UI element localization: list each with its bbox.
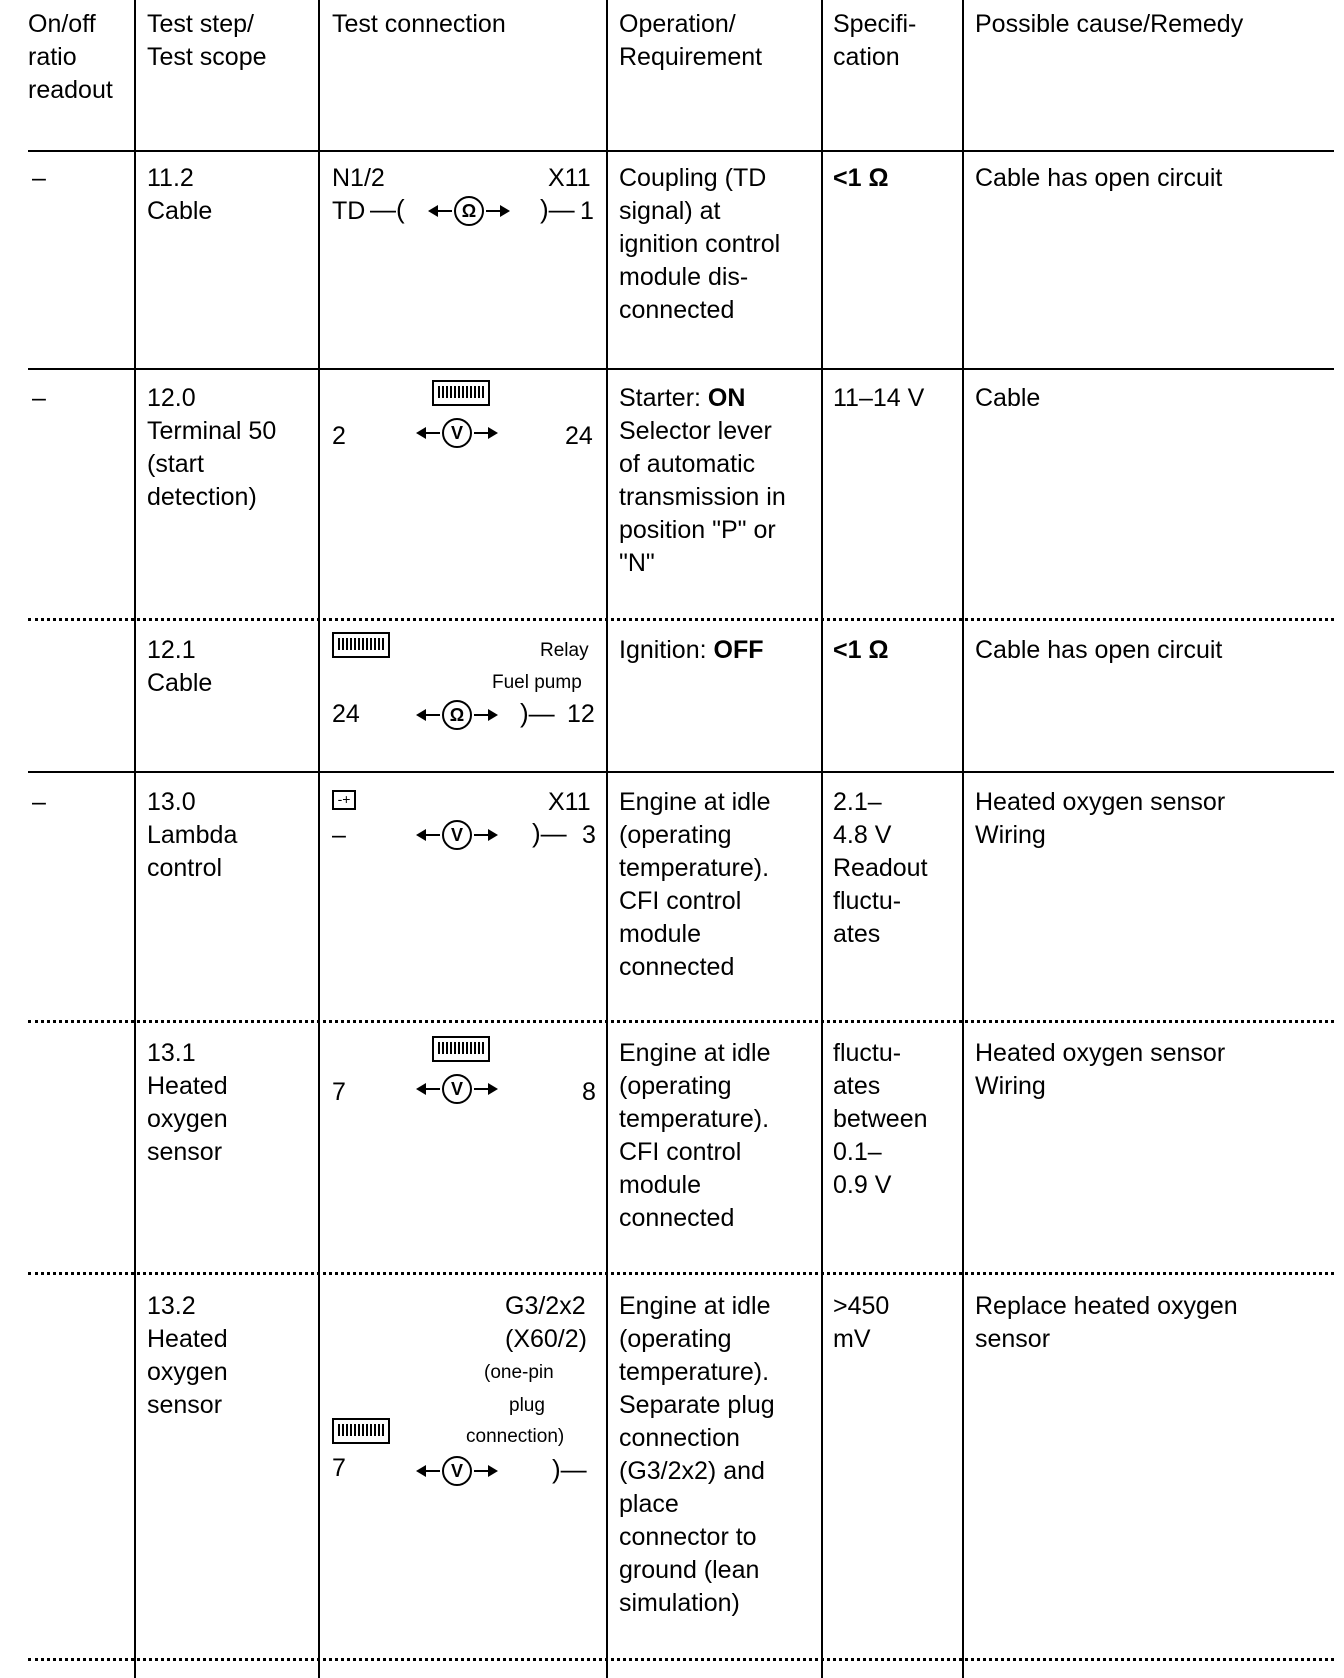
column-divider bbox=[318, 0, 320, 1678]
row-rule-dotted bbox=[28, 618, 1334, 621]
test-step: 13.1 Heated oxygen sensor bbox=[147, 1039, 228, 1166]
header-test-connection: Test connection bbox=[332, 10, 506, 38]
conn-label: 12 bbox=[567, 700, 595, 728]
plug-connector-icon: )— bbox=[532, 818, 567, 848]
column-divider bbox=[821, 0, 823, 1678]
conn-label: 7 bbox=[332, 1078, 346, 1106]
conn-label: N1/2 bbox=[332, 164, 385, 192]
conn-label: 8 bbox=[582, 1078, 596, 1106]
plug-connector-icon: )— bbox=[540, 194, 575, 224]
specification: <1 Ω bbox=[833, 636, 889, 664]
operation-prefix: Ignition: OFF bbox=[619, 636, 764, 664]
test-step: 12.1 Cable bbox=[147, 636, 213, 697]
operation: Engine at idle (operating temperature). CFI control module connected bbox=[619, 1039, 771, 1232]
operation: Selector lever of automatic transmission in position "P" or "N" bbox=[619, 417, 786, 577]
conn-label: Fuel pump bbox=[492, 672, 582, 693]
row-rule-dotted bbox=[28, 1020, 1334, 1023]
row-rule-dotted bbox=[28, 1272, 1334, 1275]
row-rule bbox=[28, 368, 1334, 370]
column-divider bbox=[134, 0, 136, 1678]
operation: Engine at idle (operating temperature). Separate plug connection (G3/2x2) and place connector to ground (lean simulation) bbox=[619, 1292, 775, 1617]
row-rule-dotted bbox=[28, 1658, 1334, 1661]
remedy: Cable bbox=[975, 384, 1041, 412]
header-operation: Operation/ Requirement bbox=[619, 10, 763, 71]
meter-icon: Ω bbox=[430, 196, 508, 226]
plug-connector-icon: )— bbox=[552, 1454, 587, 1484]
row-rule bbox=[28, 771, 1334, 773]
conn-label: X11 bbox=[548, 788, 591, 816]
conn-label: plug bbox=[509, 1395, 545, 1416]
meter-icon: V bbox=[418, 820, 496, 850]
tester-icon bbox=[332, 1418, 390, 1444]
plug-connector-icon: )— bbox=[520, 698, 555, 728]
test-step: 13.0 Lambda control bbox=[147, 788, 238, 882]
operation-prefix: Starter: ON bbox=[619, 384, 746, 412]
meter-icon: V bbox=[418, 1074, 496, 1104]
conn-label: 24 bbox=[332, 700, 360, 728]
test-step: 13.2 Heated oxygen sensor bbox=[147, 1292, 228, 1419]
tester-icon bbox=[432, 380, 490, 406]
remedy: Cable has open circuit bbox=[975, 164, 1223, 192]
conn-label: G3/2x2 bbox=[505, 1292, 586, 1320]
column-divider bbox=[962, 0, 964, 1678]
meter-icon: V bbox=[418, 1456, 496, 1486]
remedy: Heated oxygen sensor Wiring bbox=[975, 788, 1226, 849]
tester-icon bbox=[432, 1036, 490, 1062]
header-rule bbox=[28, 150, 1334, 152]
meter-icon: V bbox=[418, 418, 496, 448]
conn-label: (X60/2) bbox=[505, 1325, 587, 1353]
header-onoff: On/off ratio readout bbox=[28, 10, 113, 104]
header-remedy: Possible cause/Remedy bbox=[975, 10, 1244, 38]
conn-label: 3 bbox=[582, 821, 596, 849]
header-test-step: Test step/ Test scope bbox=[147, 10, 267, 71]
specification: >450 mV bbox=[833, 1292, 890, 1353]
remedy: Replace heated oxygen sensor bbox=[975, 1292, 1238, 1353]
operation: Coupling (TD signal) at ignition control module dis- connected bbox=[619, 164, 781, 324]
test-step: 11.2 Cable bbox=[147, 164, 213, 225]
specification: 2.1– 4.8 V Readout fluctu- ates bbox=[833, 788, 928, 948]
conn-label: (one-pin bbox=[484, 1362, 554, 1383]
test-step: 12.0 Terminal 50 (start detection) bbox=[147, 384, 277, 511]
tester-icon bbox=[332, 632, 390, 658]
onoff-value: – bbox=[32, 788, 46, 816]
remedy: Heated oxygen sensor Wiring bbox=[975, 1039, 1226, 1100]
column-divider bbox=[606, 0, 608, 1678]
conn-label: X11 bbox=[548, 164, 591, 192]
specification: 11–14 V bbox=[833, 384, 925, 412]
conn-label: connection) bbox=[466, 1426, 565, 1447]
remedy: Cable has open circuit bbox=[975, 636, 1223, 664]
conn-label: 1 bbox=[580, 197, 594, 225]
operation: Engine at idle (operating temperature). CFI control module connected bbox=[619, 788, 771, 981]
specification: fluctu- ates between 0.1– 0.9 V bbox=[833, 1039, 928, 1199]
conn-label: 24 bbox=[565, 422, 593, 450]
battery-icon: -+ bbox=[332, 790, 356, 810]
conn-label: TD bbox=[332, 197, 366, 225]
specification: <1 Ω bbox=[833, 164, 889, 192]
conn-label: – bbox=[332, 821, 346, 849]
header-specification: Specifi- cation bbox=[833, 10, 917, 71]
conn-label: 2 bbox=[332, 422, 346, 450]
plug-connector-icon: —( bbox=[370, 194, 405, 224]
onoff-value: – bbox=[32, 384, 46, 412]
meter-icon: Ω bbox=[418, 700, 496, 730]
onoff-value: – bbox=[32, 164, 46, 192]
conn-label: Relay bbox=[540, 640, 589, 661]
conn-label: 7 bbox=[332, 1454, 346, 1482]
